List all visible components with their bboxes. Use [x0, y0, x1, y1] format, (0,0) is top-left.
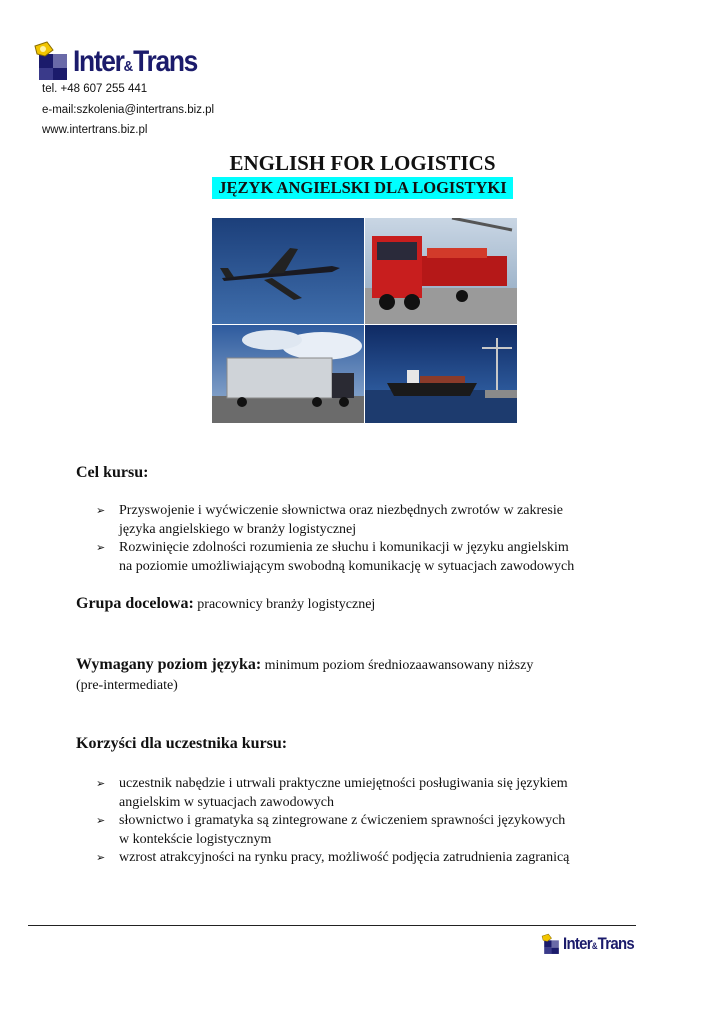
course-goal-heading: Cel kursu:: [76, 464, 149, 481]
page-subtitle: JĘZYK ANGIELSKI DLA LOGISTYKI: [212, 177, 512, 199]
puzzle-icon: [541, 933, 561, 955]
website-link[interactable]: www.intertrans.biz.pl: [42, 124, 148, 136]
required-level-line: Wymagany poziom języka: minimum poziom średniozaawansowany niższy: [76, 656, 534, 673]
list-item: ➢ wzrost atrakcyjności na rynku pracy, możliwość podjęcia zatrudnienia zagranicą: [96, 849, 686, 868]
bullet-arrow-icon: ➢: [96, 814, 106, 827]
cargo-ship-photo: [365, 325, 517, 423]
list-item: ➢ słownictwo i gramatyka są zintegrowane z ćwiczeniem sprawności językowych w kontekście logistycznym: [96, 813, 566, 847]
list-item: ➢ Rozwinięcie zdolności rozumienia ze słuchu i komunikacji w języku angielskim na poziomie umożliwiającym swobodną komunikację w sytuacjach zawodowych: [96, 540, 575, 574]
bullet-arrow-icon: ➢: [96, 851, 106, 864]
puzzle-icon: [33, 40, 71, 82]
target-group-line: Grupa docelowa: pracownicy branży logistycznej: [76, 595, 376, 612]
red-truck-photo: [365, 218, 517, 324]
course-goal-list: [96, 502, 686, 576]
footer-logo: [541, 933, 644, 955]
bullet-arrow-icon: ➢: [96, 777, 106, 790]
target-group-value: pracownicy branży logistycznej: [193, 597, 376, 612]
subtitle-wrap: [0, 177, 725, 199]
benefits-heading: Korzyści dla uczestnika kursu:: [76, 735, 288, 752]
phone-number: tel. +48 607 255 441: [42, 83, 148, 95]
target-group-heading: Grupa docelowa: [76, 595, 189, 612]
email-address[interactable]: e-mail:szkolenia@intertrans.biz.pl: [42, 104, 215, 116]
footer-divider: [28, 925, 636, 926]
required-level-value: minimum poziom średniozaawansowany niższy: [261, 658, 534, 673]
semi-trailer-photo: [212, 325, 364, 423]
bullet-arrow-icon: ➢: [96, 541, 106, 554]
logistics-photo-collage: [212, 218, 517, 423]
page-title: ENGLISH FOR LOGISTICS: [229, 151, 496, 175]
logo-wordmark: Inter&Trans: [73, 45, 197, 78]
required-level-value-line2: (pre-intermediate): [76, 678, 178, 693]
intertrans-logo: [33, 40, 214, 82]
bullet-arrow-icon: ➢: [96, 504, 106, 517]
list-item: ➢ Przyswojenie i wyćwiczenie słownictwa oraz niezbędnych zwrotów w zakresie języka angielskiego w branży logistycznej: [96, 503, 563, 537]
benefits-list: [96, 775, 686, 868]
airplane-photo: [212, 218, 364, 324]
list-item: ➢ uczestnik nabędzie i utrwali praktyczne umiejętności posługiwania się językiem angielskim w sytuacjach zawodowych: [96, 776, 568, 810]
required-level-heading: Wymagany poziom języka: [76, 656, 256, 673]
logo-wordmark: Inter&Trans: [563, 934, 635, 953]
